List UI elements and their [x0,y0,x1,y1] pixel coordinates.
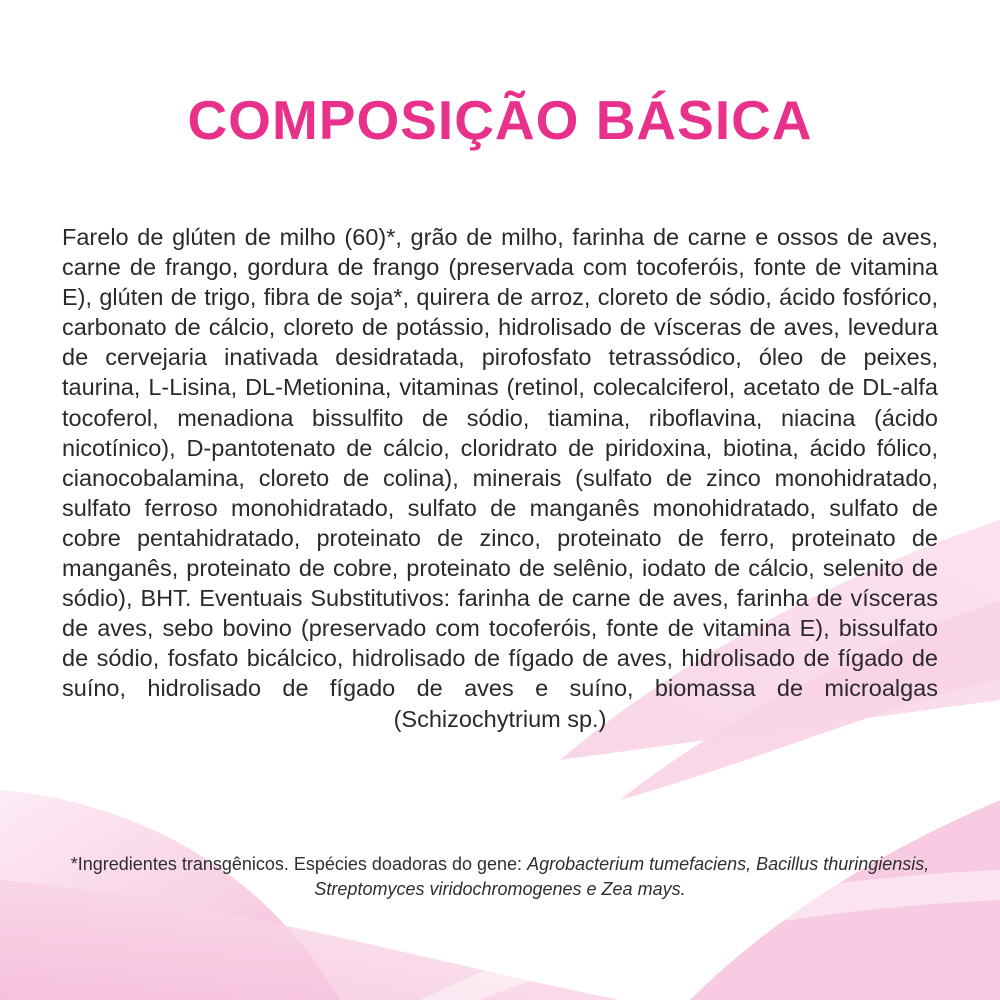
footnote-species: Agrobacterium tumefaciens, Bacillus thuringiensis, Streptomyces viridochromogenes e Zea mays. [314,854,930,899]
transgenic-footnote [40,852,960,902]
footnote-prefix: *Ingredientes transgênicos. Espécies doadoras do gene: [70,854,528,874]
page-title: COMPOSIÇÃO BÁSICA [187,89,813,151]
ingredients-text: Farelo de glúten de milho (60)*, grão de milho, farinha de carne e ossos de aves, carne de frango, gordura de frango (preservada com tocoferóis, fonte de vitamina E), glúten de trigo, fibra de soja*, quirera de arroz, cloreto de sódio, ácido fosfórico, carbonato de cálcio, cloreto de potássio, hidrolisado de vísceras de aves, levedura de cervejaria inativada desidratada, pirofosfato tetrassódico, óleo de peixes, taurina, L-Lisina, DL-Metionina, vitaminas (retinol, colecalciferol, acetato de DL-alfa tocoferol, menadiona bissulfito de sódio, tiamina, riboflavina, niacina (ácido nicotínico), D-pantotenato de cálcio, cloridrato de piridoxina, biotina, ácido fólico, cianocobalamina, cloreto de colina), minerais (sulfato de zinco monohidratado, sulfato ferroso monohidratado, sulfato de manganês monohidratado, sulfato de cobre pentahidratado, proteinato de zinco, proteinato de ferro, proteinato de manganês, proteinato de cobre, proteinato de selênio, iodato de cálcio, selenito de sódio), BHT. Eventuais Substitutivos: farinha de carne de aves, farinha de vísceras de aves, sebo bovino (preservado com tocoferóis, fonte de vitamina E), bissulfato de sódio, fosfato bicálcico, hidrolisado de fígado de aves, hidrolisado de fígado de suíno, hidrolisado de fígado de aves e suíno, biomassa de microalgas (Schizochytrium sp.) [62,224,938,732]
